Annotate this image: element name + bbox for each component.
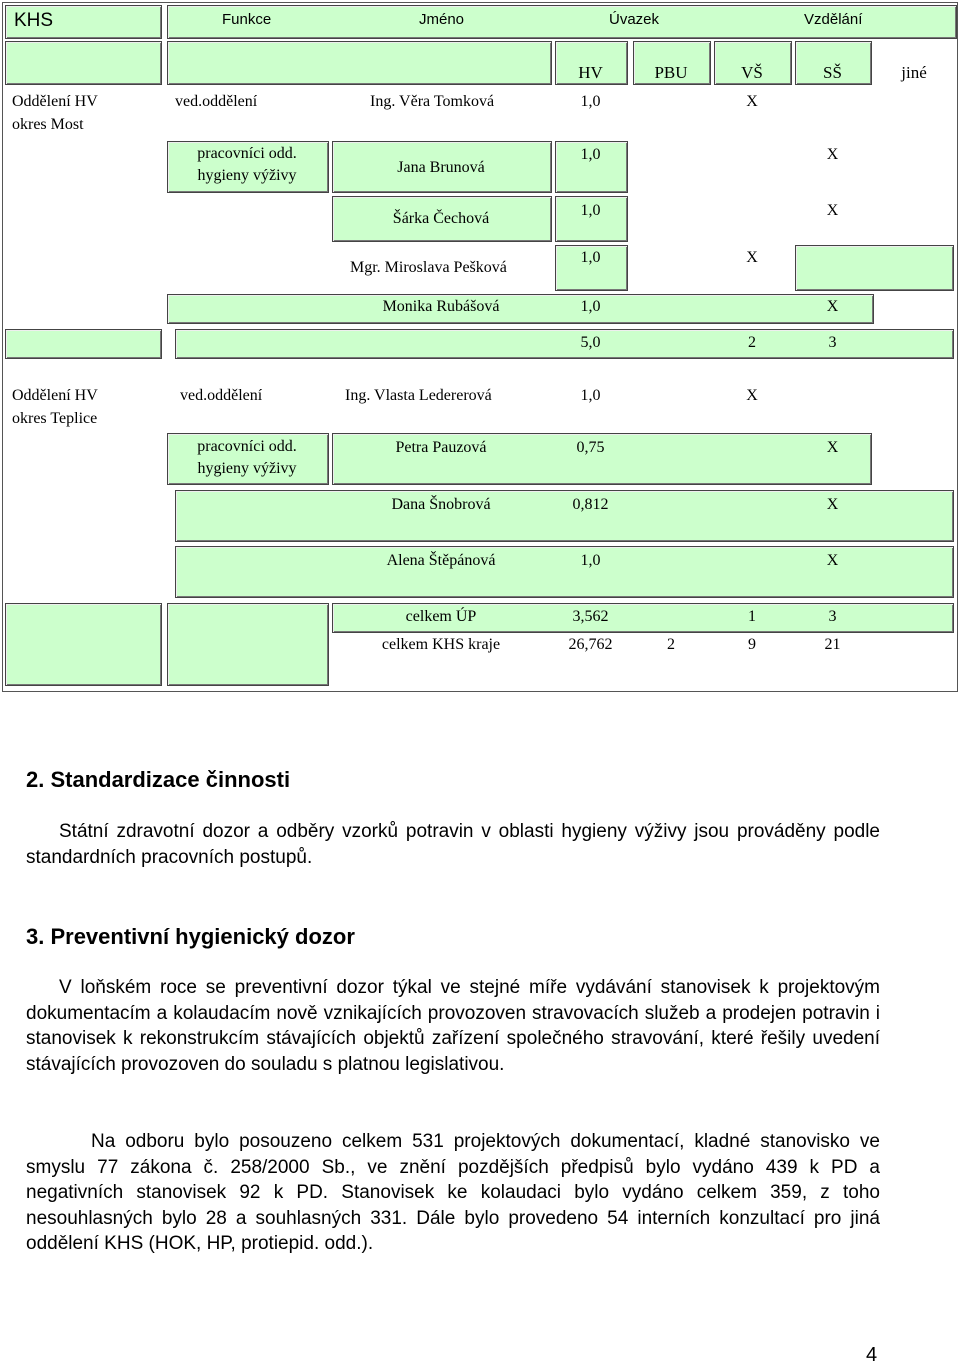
- total-up-label: celkem ÚP: [405, 608, 477, 625]
- teplice-ss-3: X: [826, 552, 839, 569]
- section-3-heading: 3. Preventivní hygienický dozor: [26, 924, 355, 949]
- total-khs-hv: 26,762: [568, 636, 613, 653]
- teplice-ss-2: X: [826, 496, 839, 513]
- header-jmeno: Jméno: [419, 11, 465, 28]
- teplice-vs-0: X: [746, 387, 758, 404]
- most-name-3: Mgr. Miroslava Pešková: [350, 259, 507, 276]
- totals-left-cell-2: [167, 603, 329, 686]
- subheader-cell-a: [5, 41, 162, 85]
- teplice-hv-0: 1,0: [580, 387, 601, 404]
- most-dept-line2: okres Most: [12, 116, 84, 133]
- totals-left-cell: [5, 603, 162, 686]
- most-hv-1: 1,0: [580, 146, 601, 163]
- most-vs-3: X: [746, 249, 758, 266]
- most-hv-3: 1,0: [580, 249, 601, 266]
- section-2-body: Státní zdravotní dozor a odběry vzorků potravin v oblasti hygieny výživy jsou prováděny podle standardních pracovních postupů.: [26, 821, 880, 868]
- most-hv-2: 1,0: [580, 202, 601, 219]
- teplice-dept-line1: Oddělení HV: [12, 387, 98, 404]
- teplice-func-staff-line1: pracovníci odd.: [197, 438, 297, 455]
- subheader-ss: SŠ: [823, 63, 842, 82]
- total-khs-ss: 21: [824, 636, 841, 653]
- most-hv-4: 1,0: [580, 298, 601, 315]
- subheader-pbu: PBU: [654, 63, 688, 82]
- teplice-func-staff-line2: hygieny výživy: [197, 460, 297, 477]
- teplice-name-2: Dana Šnobrová: [391, 496, 491, 513]
- most-name-1: Jana Brunová: [397, 159, 485, 176]
- total-khs-pbu: 2: [667, 636, 675, 653]
- most-name-4: Monika Rubášová: [382, 298, 500, 315]
- most-total-vs: 2: [748, 334, 756, 351]
- most-vs-0: X: [746, 93, 758, 110]
- subheader-jine: jiné: [901, 63, 927, 82]
- total-up-vs: 1: [748, 608, 756, 625]
- header-uvazek: Úvazek: [609, 11, 660, 28]
- most-ss-4: X: [826, 298, 839, 315]
- total-up-ss: 3: [828, 608, 837, 625]
- teplice-hv-2: 0,812: [572, 496, 609, 513]
- section-3-paragraph-2: Na odboru bylo posouzeno celkem 531 projektových dokumentací, kladné stanovisko ve smyslu 77 zákona č. 258/2000 Sb., ve znění pozdějších předpisů bylo vydáno 439 k PD a negativních stanovisek 92 k PD. Stanovisek ke kolaudaci bylo vydáno celkem 359, z toho nesouhlasných bylo 28 a souhlasných 331. Dále bylo provedeno 54 interních konzultací pro jiná oddělení KHS (HOK, HP, protiepid. odd.).: [26, 1131, 880, 1254]
- most-total-left-cell: [5, 329, 162, 359]
- page-number: 4: [866, 1344, 878, 1366]
- most-empty-cell-3: [795, 245, 954, 291]
- teplice-hv-3: 1,0: [580, 552, 601, 569]
- header-khs: KHS: [14, 10, 54, 31]
- most-ss-2: X: [826, 202, 839, 219]
- section-2-heading: 2. Standardizace činnosti: [26, 767, 291, 792]
- most-name-2: Šárka Čechová: [392, 210, 490, 227]
- subheader-hv: HV: [578, 63, 603, 82]
- most-name-0: Ing. Věra Tomková: [370, 93, 495, 110]
- total-khs-vs: 9: [748, 636, 756, 653]
- most-total-ss: 3: [828, 334, 837, 351]
- most-ss-1: X: [826, 146, 839, 163]
- teplice-name-3: Alena Štěpánová: [386, 552, 496, 569]
- most-hv-0: 1,0: [580, 93, 601, 110]
- most-func-staff-line2: hygieny výživy: [197, 167, 297, 184]
- header-vzdelani: Vzdělání: [804, 11, 863, 28]
- teplice-name-1: Petra Pauzová: [395, 439, 487, 456]
- most-func-lead: ved.oddělení: [175, 93, 258, 110]
- most-func-staff-line1: pracovníci odd.: [197, 145, 297, 162]
- subheader-vs: VŠ: [741, 63, 763, 82]
- teplice-ss-1: X: [826, 439, 839, 456]
- most-dept-line1: Oddělení HV: [12, 93, 98, 110]
- teplice-name-0: Ing. Vlasta Ledererová: [345, 387, 492, 404]
- total-up-hv: 3,562: [572, 608, 609, 625]
- most-total-hv: 5,0: [580, 334, 601, 351]
- total-khs-label: celkem KHS kraje: [381, 636, 501, 653]
- header-funkce: Funkce: [222, 11, 272, 28]
- teplice-dept-line2: okres Teplice: [12, 410, 98, 427]
- section-3-paragraph-1: V loňském roce se preventivní dozor týkal ve stejné míře vydávání stanovisek k projektovým dokumentacím a kolaudacím nově vznikajících provozoven stravovacích služeb a prodejen potravin i stanovisek k rekonstrukcím stávajících objektů zařízení společného stravování, které řešily uvedení stávajících provozoven do souladu s platnou legislativou.: [26, 977, 880, 1075]
- subheader-cell-b: [167, 41, 552, 85]
- teplice-func-lead: ved.oddělení: [180, 387, 263, 404]
- teplice-hv-1: 0,75: [576, 439, 605, 456]
